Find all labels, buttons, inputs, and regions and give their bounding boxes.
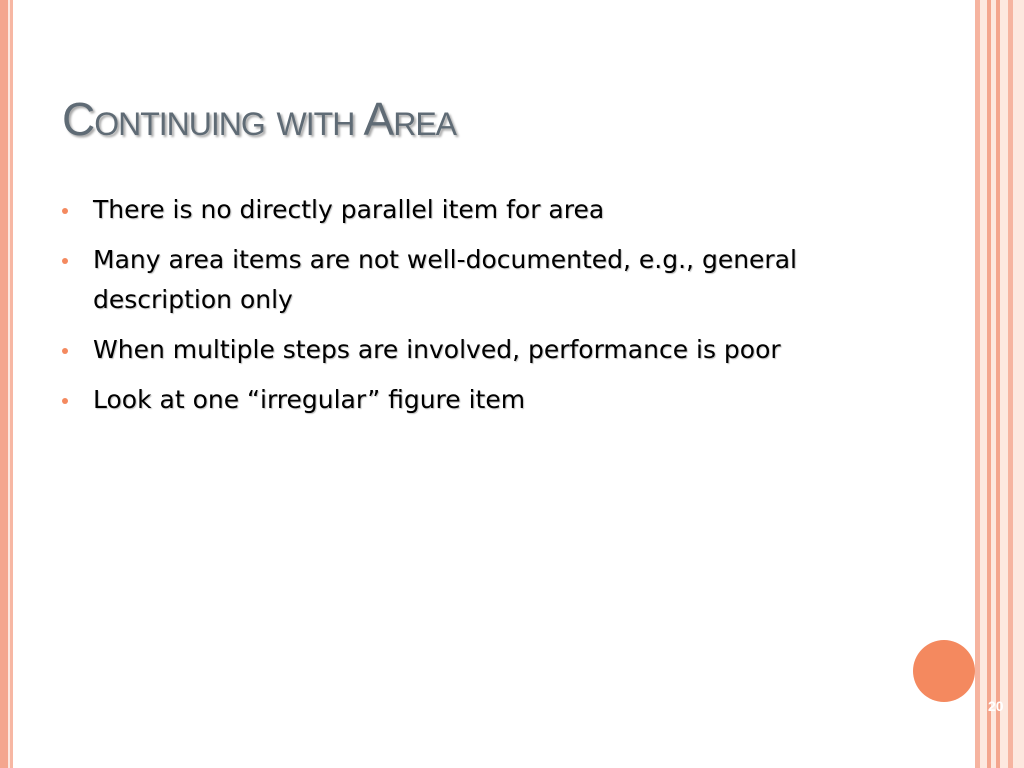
bullet-item [60, 380, 880, 420]
right-border-gap [1000, 0, 1008, 768]
slide-title: Continuing with Area [62, 93, 457, 145]
right-border-gap [980, 0, 987, 768]
bullet-text: Look at one “irregular” figure item [93, 385, 526, 414]
bullet-item [60, 190, 880, 230]
bullet-text: When multiple steps are involved, performance is poor [93, 335, 781, 364]
bullet-dot-icon [62, 398, 68, 404]
bullet-text: There is no directly parallel item for area [93, 195, 605, 224]
decorative-circle-icon [913, 640, 975, 702]
bullet-dot-icon [62, 348, 68, 354]
right-border-edge [1013, 0, 1024, 768]
bullet-item [60, 240, 880, 320]
bullet-list [60, 190, 880, 430]
page-number: 20 [988, 698, 1004, 714]
bullet-dot-icon [62, 258, 68, 264]
bullet-dot-icon [62, 208, 68, 214]
bullet-text: Many area items are not well-documented, e.g., general description only [93, 245, 797, 314]
bullet-item [60, 330, 880, 370]
left-border-stripe [0, 0, 8, 768]
